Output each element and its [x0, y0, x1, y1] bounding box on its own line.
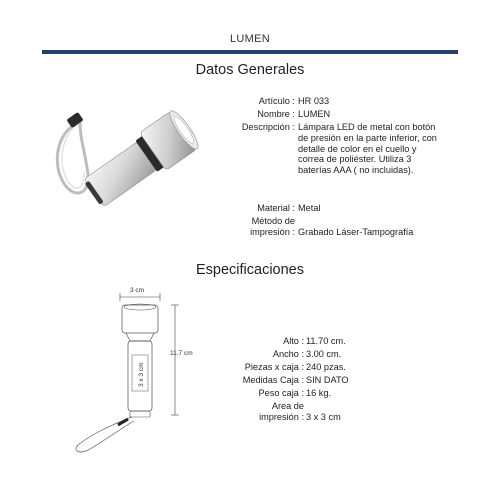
row-label: Artículo :	[258, 96, 295, 106]
spec-value: 3.00 cm.	[306, 349, 342, 359]
spec-value: SIN DATO	[306, 375, 349, 385]
row-value-line: de presión en la parte inferior, con	[298, 132, 437, 143]
row-label: Material :	[257, 203, 295, 213]
spec-label: Alto :	[283, 336, 304, 346]
row-label: Descripción :	[241, 122, 295, 132]
row-label-line: Método de	[251, 216, 295, 226]
row-value: LUMEN	[298, 109, 331, 119]
spec-label-line: Area de	[271, 401, 304, 411]
width-dimension-label: 3 cm	[130, 287, 145, 294]
row-value-line: detalle de color en el cuello y	[298, 143, 417, 154]
print-area-label: 3 x 3 cm	[138, 362, 145, 387]
dimension-drawing	[70, 285, 200, 455]
spec-label: Ancho :	[272, 349, 304, 359]
spec-label: Medidas Caja :	[242, 375, 304, 385]
row-value: HR 033	[298, 96, 330, 106]
row-value-line: baterías AAA ( no incluidas).	[298, 165, 414, 176]
header-divider	[42, 50, 458, 54]
flashlight-illustration	[50, 100, 210, 250]
row-value: Grabado Láser-Tampografía	[298, 226, 414, 237]
height-dimension-label: 11.7 cm	[170, 350, 193, 357]
spec-value: 11.70 cm.	[306, 336, 346, 346]
spec-label: Peso caja :	[258, 388, 304, 398]
row-label-line: impresión :	[250, 226, 295, 237]
row-label: Nombre :	[257, 109, 295, 119]
spec-value: 3 x 3 cm	[306, 411, 341, 422]
spec-label: Piezas x caja :	[244, 362, 304, 372]
spec-label-line: impresión :	[259, 411, 304, 422]
general-section-title: Datos Generales	[195, 62, 305, 78]
row-value-line: correa de poliéster. Utiliza 3	[298, 154, 412, 165]
product-name-header: LUMEN	[229, 33, 270, 45]
specs-section-title: Especificaciones	[196, 262, 304, 278]
spec-value: 16 kg.	[306, 388, 332, 398]
row-value-line: Lámpara LED de metal con botón	[298, 122, 436, 132]
spec-value: 240 pzas.	[306, 362, 346, 372]
row-value: Metal	[298, 203, 321, 213]
